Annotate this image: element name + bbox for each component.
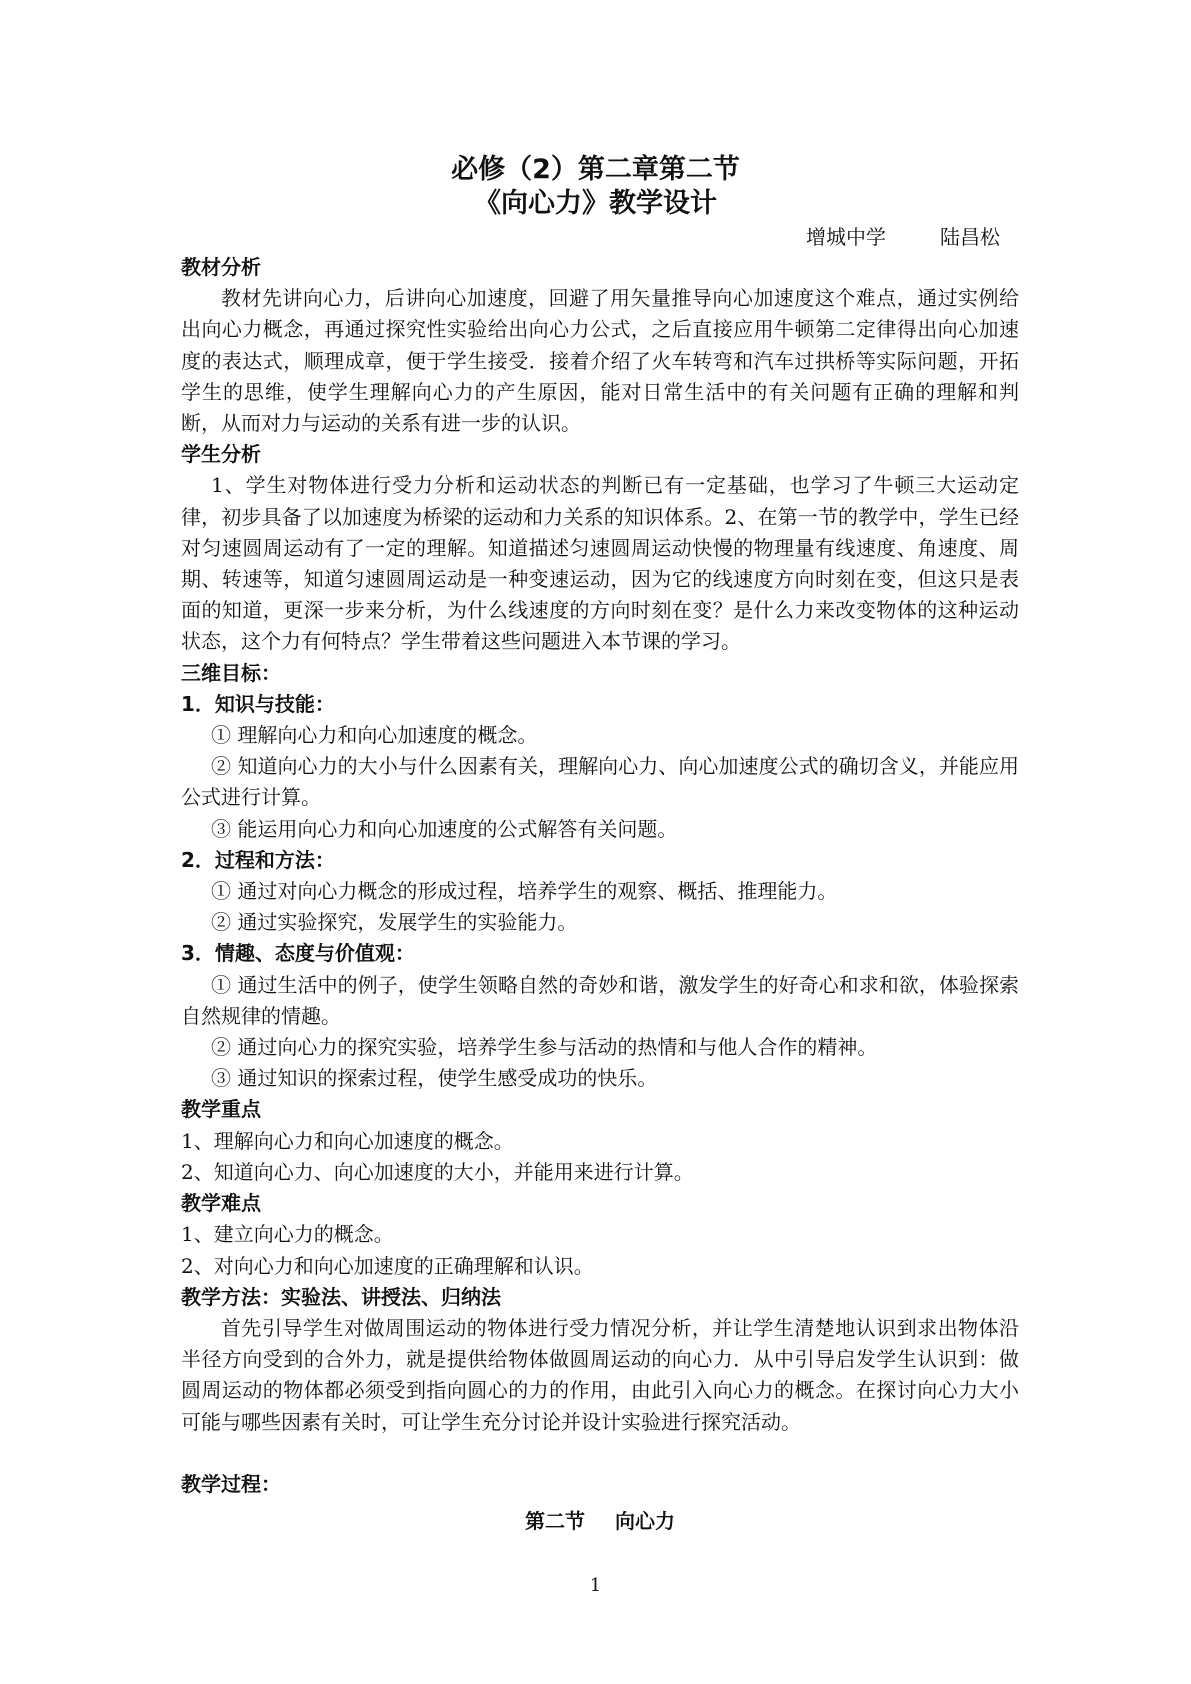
goal2-item: ① 通过对向心力概念的形成过程，培养学生的观察、概括、推理能力。 xyxy=(211,879,838,904)
lesson-section-title xyxy=(181,1506,1019,1537)
keypoint-item: 2、知道向心力、向心加速度的大小，并能用来进行计算。 xyxy=(181,1159,694,1184)
heading-goal1: 1．知识与技能： xyxy=(181,691,335,716)
heading-difficulties: 教学难点 xyxy=(181,1191,261,1216)
author-line xyxy=(806,222,1000,252)
difficulty-item: 2、对向心力和向心加速度的正确理解和认识。 xyxy=(181,1253,594,1278)
goal3-item: ① 通过生活中的例子，使学生领略自然的奇妙和谐，激发学生的好奇心和求和欲，体验探索自然规律的情趣。 xyxy=(181,972,1019,1028)
blank-line xyxy=(181,1438,1019,1469)
heading-goals: 三维目标： xyxy=(181,660,281,685)
doc-title-line1: 必修（2）第二章第二节 xyxy=(451,154,740,185)
page-number: 1 xyxy=(589,1575,602,1596)
goal3-item: ③ 通过知识的探索过程，使学生感受成功的快乐。 xyxy=(211,1066,658,1091)
doc-body xyxy=(181,252,1019,1537)
school-name: 增城中学 xyxy=(806,225,886,249)
goal2-item: ② 通过实验探究，发展学生的实验能力。 xyxy=(211,910,578,935)
keypoint-item: 1、理解向心力和向心加速度的概念。 xyxy=(181,1128,514,1153)
doc-title-line2: 《向心力》教学设计 xyxy=(474,188,717,219)
difficulty-item: 1、建立向心力的概念。 xyxy=(181,1222,394,1247)
methods-paragraph: 首先引导学生对做周围运动的物体进行受力情况分析，并让学生清楚地认识到求出物体沿半径方向受到的合外力，就是提供给物体做圆周运动的向心力．从中引导启发学生认识到：做圆周运动的物体都必须受到指向圆心的力的作用，由此引入向心力的概念。在探讨向心力大小可能与哪些因素有关时，可让学生充分讨论并设计实验进行探究活动。 xyxy=(181,1315,1019,1434)
student-paragraph: 1、学生对物体进行受力分析和运动状态的判断已有一定基础，也学习了牛顿三大运动定律，初步具备了以加速度为桥梁的运动和力关系的知识体系。2、在第一节的教学中，学生已经对匀速圆周运动有了一定的理解。知道描述匀速圆周运动快慢的物理量有线速度、角速度、周期、转速等，知道匀速圆周运动是一种变速运动，因为它的线速度方向时刻在变，但这只是表面的知道，更深一步来分析，为什么线速度的方向时刻在变？是什么力来改变物体的这种运动状态，这个力有何特点？学生带着这些问题进入本节课的学习。 xyxy=(181,473,1019,654)
heading-goal3: 3．情趣、态度与价值观： xyxy=(181,941,415,966)
goal3-item: ② 通过向心力的探究实验，培养学生参与活动的热情和与他人合作的精神。 xyxy=(211,1035,878,1060)
goal1-item: ② 知道向心力的大小与什么因素有关，理解向心力、向心加速度公式的确切含义，并能应用公式进行计算。 xyxy=(181,754,1019,810)
lesson-section-name: 向心力 xyxy=(615,1508,675,1533)
heading-process: 教学过程： xyxy=(181,1471,281,1496)
lesson-section-number: 第二节 xyxy=(525,1508,585,1533)
heading-student: 学生分析 xyxy=(181,442,261,467)
heading-keypoints: 教学重点 xyxy=(181,1097,261,1122)
heading-methods: 教学方法：实验法、讲授法、归纳法 xyxy=(181,1284,501,1309)
heading-goal2: 2．过程和方法： xyxy=(181,847,335,872)
goal1-item: ① 理解向心力和向心加速度的概念。 xyxy=(211,723,538,748)
goal1-item: ③ 能运用向心力和向心加速度的公式解答有关问题。 xyxy=(211,816,678,841)
heading-material: 教材分析 xyxy=(181,255,261,279)
author-name: 陆昌松 xyxy=(940,225,1000,249)
material-paragraph: 教材先讲向心力，后讲向心加速度，回避了用矢量推导向心加速度这个难点，通过实例给出向心力概念，再通过探究性实验给出向心力公式，之后直接应用牛顿第二定律得出向心加速度的表达式，顺理成章，便于学生接受．接着介绍了火车转弯和汽车过拱桥等实际问题，开拓学生的思维，使学生理解向心力的产生原因，能对日常生活中的有关问题有正确的理解和判断，从而对力与运动的关系有进一步的认识。 xyxy=(181,286,1019,436)
